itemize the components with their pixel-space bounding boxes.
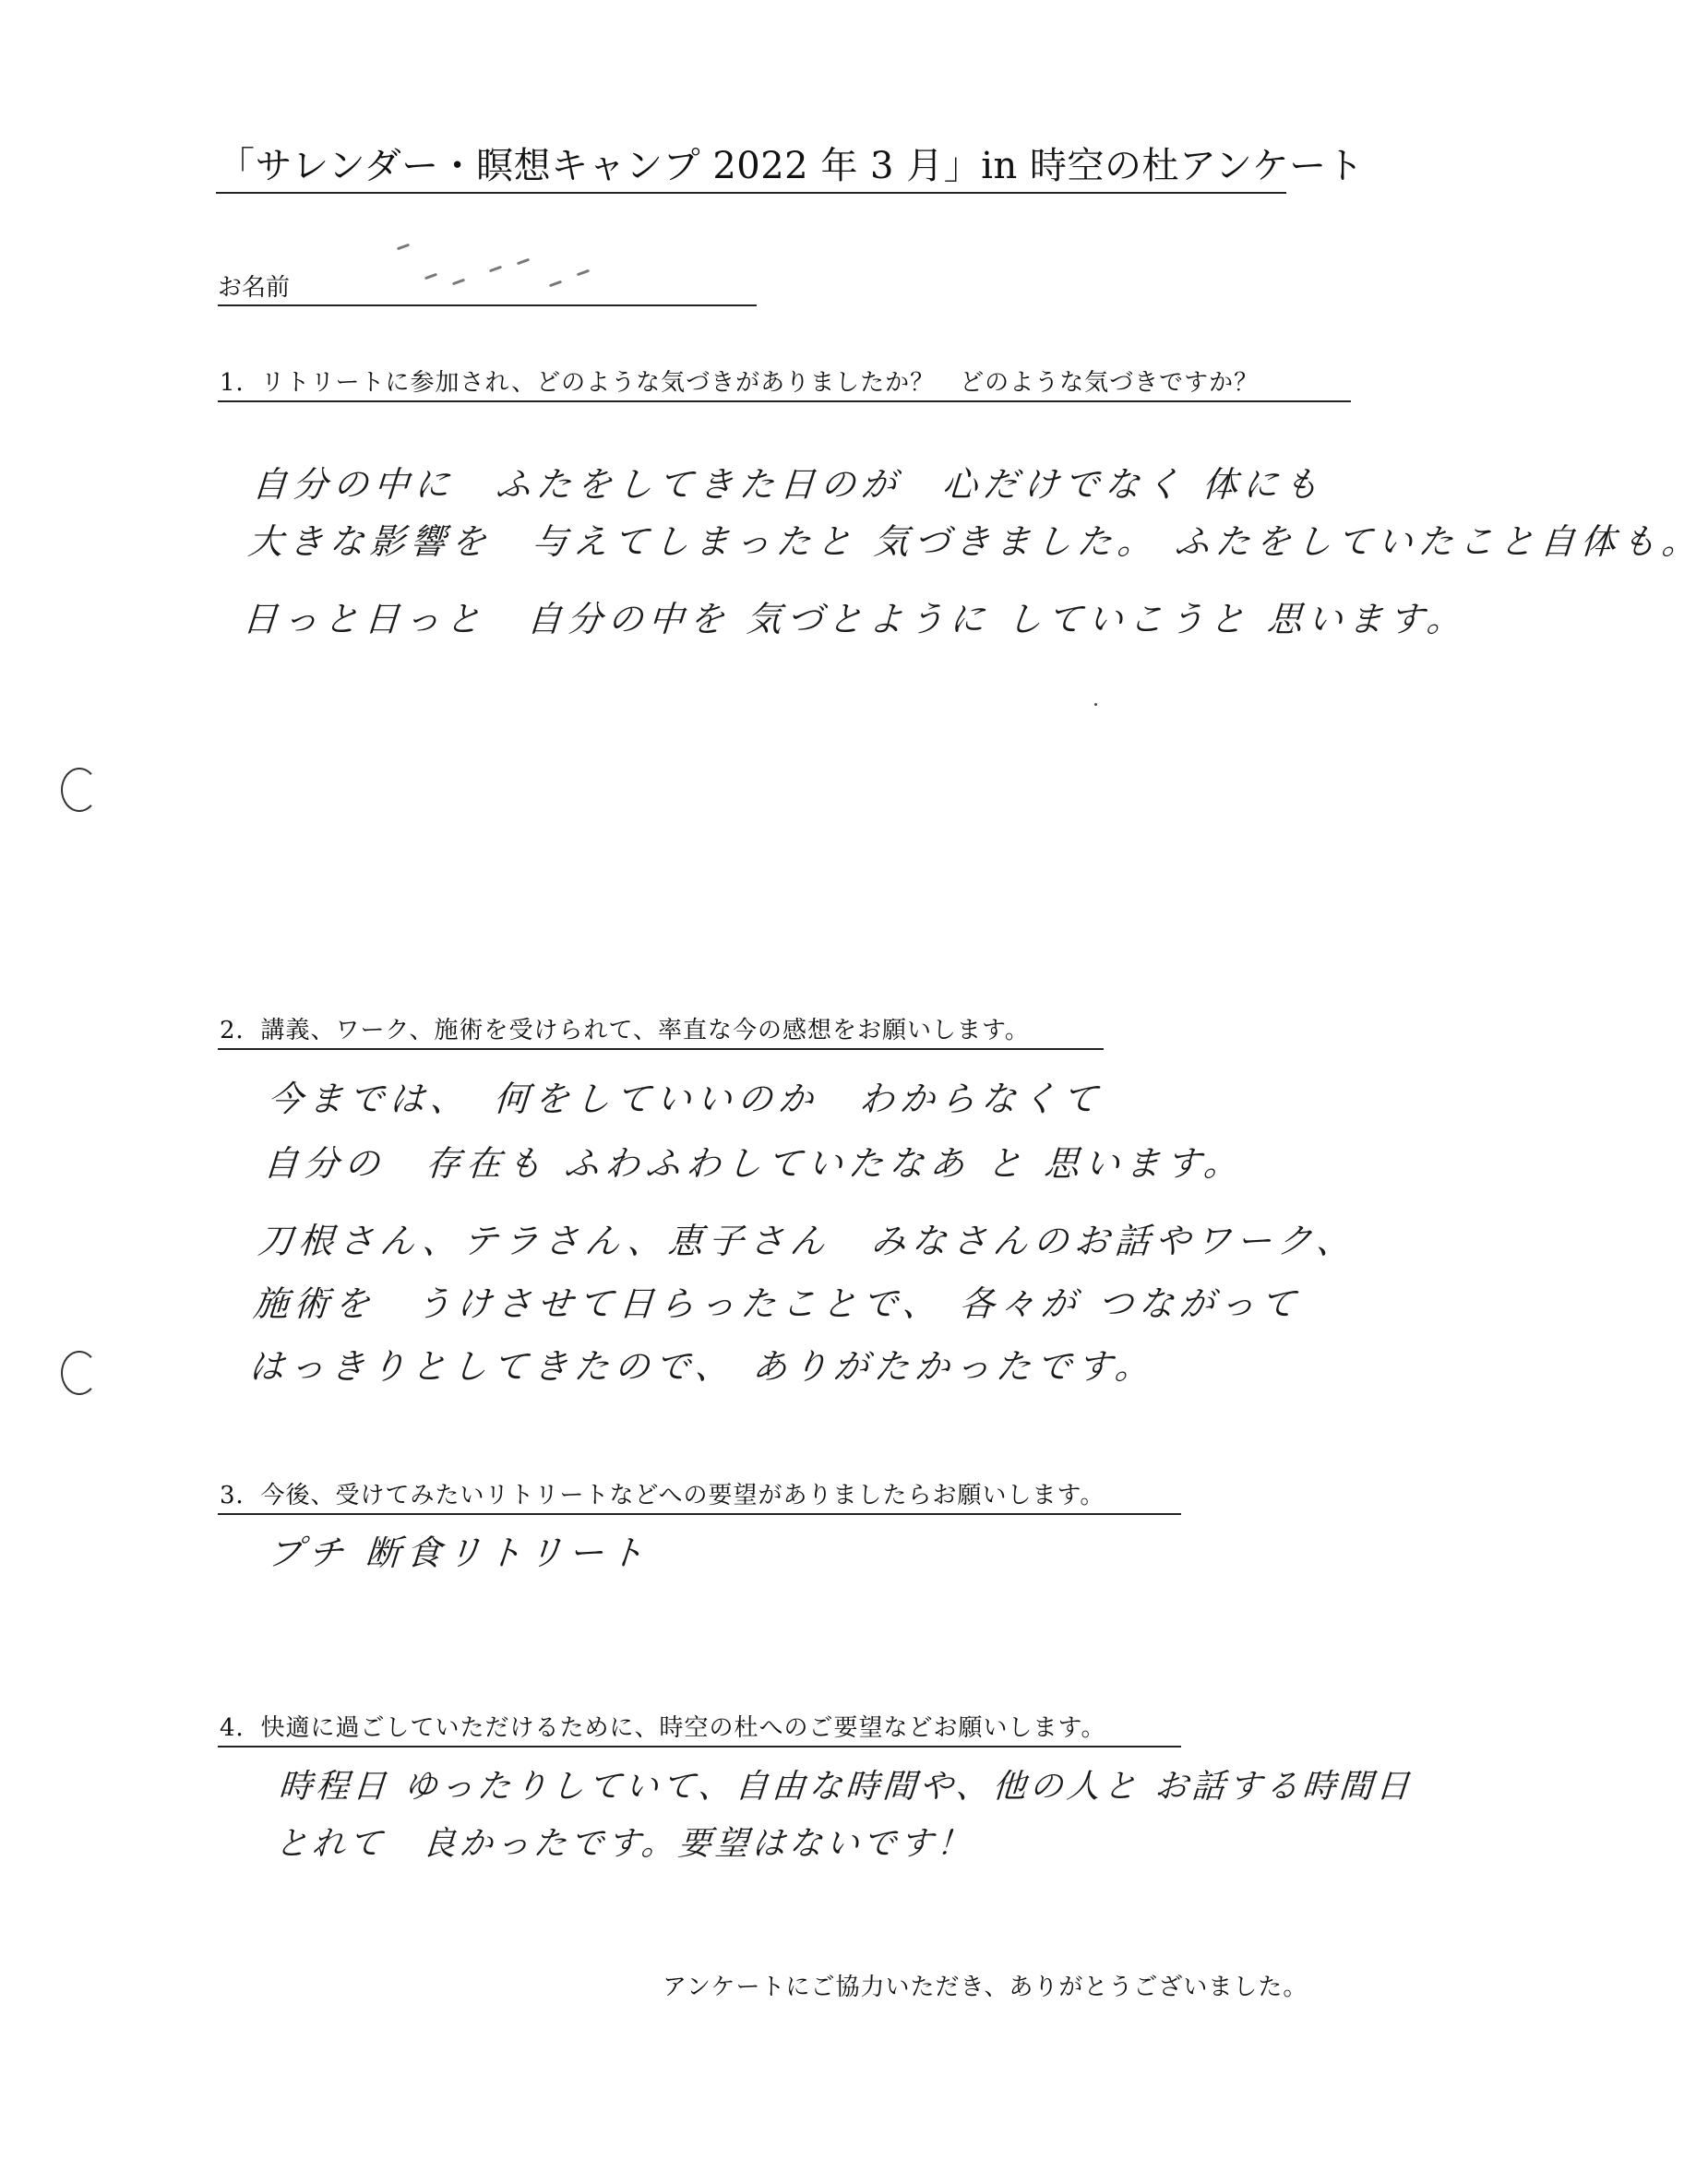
answer-line: プチ 断食リトリート <box>266 1533 651 1573</box>
question-3-underline <box>218 1513 1181 1515</box>
answer-line: 大きな影響を 与えてしまったと 気づきました。 ふたをしていたこと自体も。 <box>246 521 1704 562</box>
answer-line: はっきりとしてきたので、 ありがたかったです。 <box>247 1346 1157 1387</box>
question-4-underline <box>218 1746 1181 1747</box>
answer-line: 自分の 存在も ふわふわしていたなあ と 思います。 <box>261 1143 1246 1184</box>
title-underline <box>216 192 1286 194</box>
answer-line: 施術を うけさせて日らったことで、 各々が つながって <box>252 1283 1303 1324</box>
answer-line: 今までは、 何をしていいのか わからなくて <box>266 1079 1105 1119</box>
question-2-answer <box>247 1070 1369 1395</box>
question-2-label: 2．講義、ワーク、施術を受けられて、率直な今の感想をお願いします。 <box>220 1017 1030 1044</box>
thanks-message: アンケートにご協力いただき、ありがとうございました。 <box>663 1974 1308 2001</box>
question-4-label: 4．快適に過ごしていただけるために、時空の杜へのご要望などお願いします。 <box>220 1714 1106 1742</box>
speck <box>1094 703 1097 706</box>
page-title: 「サレンダー・瞑想キャンプ 2022 年 3 月」in 時空の杜アンケート <box>218 145 1365 187</box>
redacted-name <box>388 240 609 295</box>
question-1-underline <box>218 400 1351 402</box>
question-1-answer <box>241 456 1708 648</box>
answer-line: 自分の中に ふたをしてきた日のが 心だけでなく 体にも <box>250 464 1326 505</box>
name-label: お名前 <box>218 274 291 302</box>
answer-line: 日っと日っと 自分の中を 気づとように していこうと 思います。 <box>241 599 1469 639</box>
question-2-underline <box>218 1048 1104 1050</box>
answer-line: 時程日 ゆったりしていて、自由な時間や、他の人と お話する時間日 <box>277 1768 1415 1806</box>
punch-hole <box>61 768 98 812</box>
punch-hole <box>61 1351 98 1395</box>
answer-line: とれて 良かったです。要望はないです！ <box>273 1825 975 1863</box>
answer-line: 刀根さん、テラさん、恵子さん みなさんのお話やワーク、 <box>256 1221 1358 1261</box>
question-3-answer <box>266 1524 651 1581</box>
question-3-label: 3．今後、受けてみたいリトリートなどへの要望がありましたらお願いします。 <box>220 1482 1105 1509</box>
question-4-answer <box>273 1759 1415 1873</box>
name-field-line <box>218 304 757 306</box>
question-1-label: 1．リトリートに参加され、どのような気づきがありましたか？ どのような気づきですか？ <box>220 369 1260 397</box>
